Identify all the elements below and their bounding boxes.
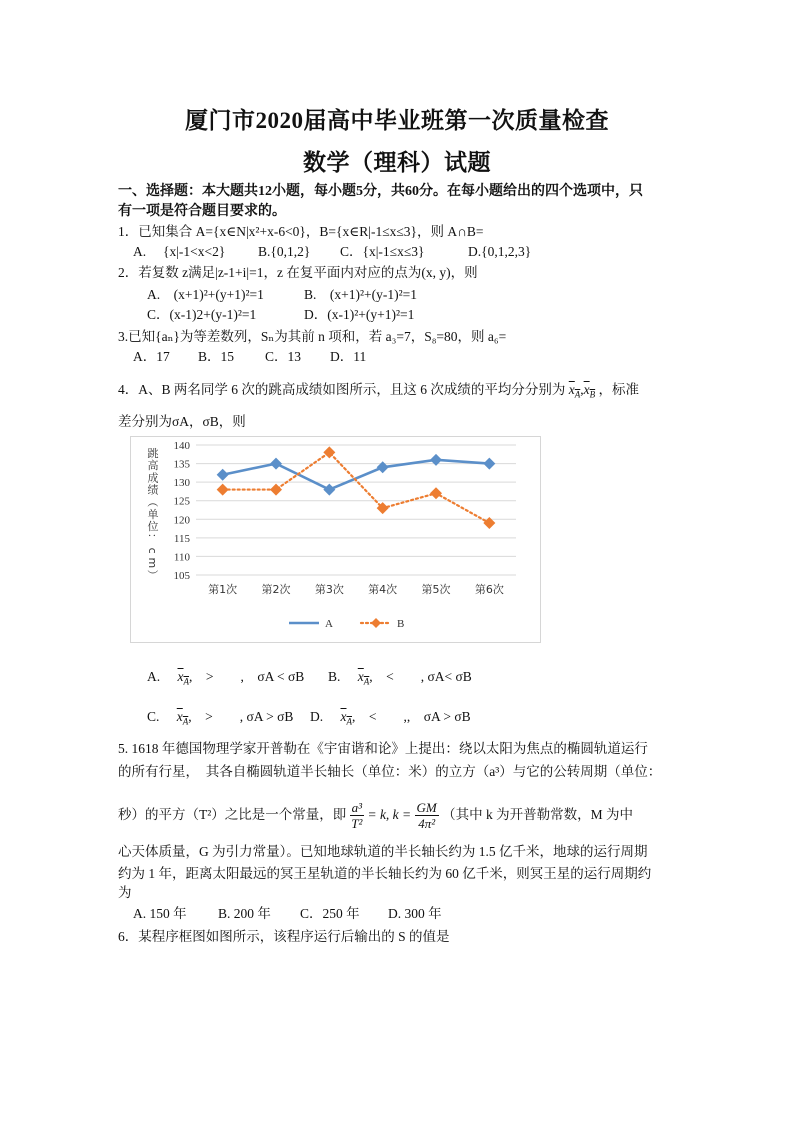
q1-option-a: A. {x|-1<x<2}: [133, 244, 226, 259]
q2-option-d: D．(x-1)²+(y+1)²=1: [304, 307, 415, 322]
q5-option-d: D. 300 年: [388, 906, 442, 921]
mean-a-symbol: $x_A$: [568, 382, 581, 400]
q3-option-c: C．13: [265, 349, 302, 364]
data-point-A: [483, 458, 495, 470]
q6-stem: 6．某程序框图如图所示，该程序运行后输出的 S 的值是: [118, 929, 450, 944]
mean-b-symbol: $x_B$: [583, 382, 596, 400]
y-axis-label-char: 绩: [147, 483, 159, 497]
data-point-A: [323, 484, 335, 496]
y-axis-label-char: c: [146, 547, 159, 554]
fraction-gm-4pi2: $\frac{GM}{\text{4π²}}$: [416, 800, 437, 832]
q3-option-b: B．15: [198, 349, 235, 364]
x-tick-label: 第4次: [368, 583, 398, 596]
section-heading-line2: 有一项是符合题目要求的。: [118, 204, 286, 219]
series-line-A: [223, 460, 490, 490]
q4-stem-b: ，标准: [598, 382, 640, 397]
y-tick-label: 115: [173, 532, 190, 545]
q4-stem-line2: 差分别为σA，σB，则: [118, 414, 246, 429]
data-point-B: [430, 487, 442, 499]
q4-option-c: C. $x_A$, > , σA > σB: [147, 709, 294, 727]
x-tick-label: 第1次: [208, 583, 238, 596]
q5-option-c: C．250 年: [300, 906, 360, 921]
q2-option-a: A. (x+1)²+(y+1)²=1: [147, 287, 264, 302]
q1-stem: 1．已知集合 A={x∈N|x²+x-6<0}，B={x∈R|-1≤x≤3}，则 A∩B=: [118, 224, 484, 239]
y-axis-label-char: m: [146, 557, 159, 569]
q3-option-d: D．11: [330, 349, 367, 364]
q3-stem: 3.已知{aₙ}为等差数列，Sₙ为其前 n 项和，若 a₃=7，S₈=80，则 a₆=: [118, 329, 507, 344]
y-tick-label: 110: [173, 551, 190, 564]
y-axis-label-char: 成: [147, 471, 159, 485]
q4-option-d: D. $x_A$, < ,, σA > σB: [310, 709, 471, 727]
legend-label: B: [397, 618, 405, 630]
y-axis-label-char: ）: [146, 569, 159, 581]
data-point-B: [217, 484, 229, 496]
x-tick-label: 第6次: [474, 583, 504, 596]
q2-stem: 2．若复数 z满足|z-1+i|=1，z 在复平面内对应的点为(x, y)，则: [118, 265, 478, 280]
q5-line5: 约为 1 年，距离太阳最远的冥王星轨道的半长轴长约为 60 亿千米，则冥王星的运行周期约: [118, 866, 652, 881]
q5-line6: 为: [118, 885, 132, 900]
q1-option-c: C．{x|-1≤x≤3}: [340, 244, 425, 259]
q5-option-a: A. 150 年: [133, 906, 187, 921]
legend-marker-B: [371, 618, 381, 628]
q2-option-c: C．(x-1)2+(y-1)²=1: [147, 307, 257, 322]
q1-option-b: B.{0,1,2}: [258, 244, 311, 259]
y-tick-label: 125: [173, 495, 190, 508]
q2-option-b: B. (x+1)²+(y-1)²=1: [304, 287, 418, 302]
y-tick-label: 130: [173, 477, 190, 490]
q5-line4: 心天体质量，G 为引力常量）。已知地球轨道的半长轴长约为 1.5 亿千米，地球的运行周期: [118, 844, 648, 859]
y-axis-label-char: ：: [146, 532, 159, 544]
q5-option-b: B. 200 年: [218, 906, 271, 921]
y-tick-label: 135: [173, 458, 190, 471]
q4-stem-a: 4．A、B 两名同学 6 次的跳高成绩如图所示，且这 6 次成绩的平均分分别为: [118, 382, 566, 397]
y-axis-label-char: 高: [147, 459, 159, 473]
legend-label: A: [325, 618, 333, 630]
y-axis-label-char: 跳: [147, 447, 159, 460]
y-tick-label: 140: [173, 440, 190, 452]
data-point-B: [270, 484, 282, 496]
jump-score-chart: [130, 436, 541, 643]
y-axis-label-char: （: [146, 496, 159, 508]
x-tick-label: 第5次: [421, 583, 451, 596]
q5-line1: 5. 1618 年德国物理学家开普勒在《宇宙谐和论》上提出：绕以太阳为焦点的椭圆轨道运行: [118, 741, 648, 756]
data-point-A: [270, 458, 282, 470]
q4-stem-line1: 4．A、B 两名同学 6 次的跳高成绩如图所示，且这 6 次成绩的平均分分别为 $x_A,x_B$ ，标准: [118, 382, 640, 400]
fraction-a3-t2: $\frac{\text{a³}}{\text{T²}}$: [351, 800, 363, 832]
q4-option-a: A. $x_A$, > , σA < σB: [147, 669, 305, 687]
series-line-B: [223, 452, 490, 523]
page-subtitle: 数学（理科）试题: [303, 150, 491, 175]
y-axis-label-char: 单: [147, 508, 159, 521]
q1-option-d: D.{0,1,2,3}: [468, 244, 532, 259]
q5-line3: 秒）的平方（T²）之比是一个常量，即 $\frac{\text{a³}}{\text{T²}}$ = k, k = $\frac{GM}{\text{4π²}}$ （其中 k 为开普勒常数，M 为中: [118, 800, 634, 832]
y-tick-label: 120: [173, 514, 190, 527]
y-axis-label-char: 位: [147, 520, 159, 534]
page-title: 厦门市2020届高中毕业班第一次质量检查: [185, 108, 609, 133]
q5-line2: 的所有行星， 其各自椭圆轨道半长轴长（单位：米）的立方（a³）与它的公转周期（单位：: [118, 764, 662, 779]
q4-option-b: B. $x_A$, < , σA< σB: [328, 669, 472, 687]
x-tick-label: 第3次: [314, 583, 344, 596]
y-tick-label: 105: [173, 570, 190, 582]
data-point-A: [217, 469, 229, 481]
q3-option-a: A．17: [133, 349, 170, 364]
section-heading-line1: 一、选择题：本大题共12小题，每小题5分，共60分。在每小题给出的四个选项中，只: [118, 184, 643, 199]
chart-svg: [131, 437, 540, 642]
x-tick-label: 第2次: [261, 583, 291, 596]
